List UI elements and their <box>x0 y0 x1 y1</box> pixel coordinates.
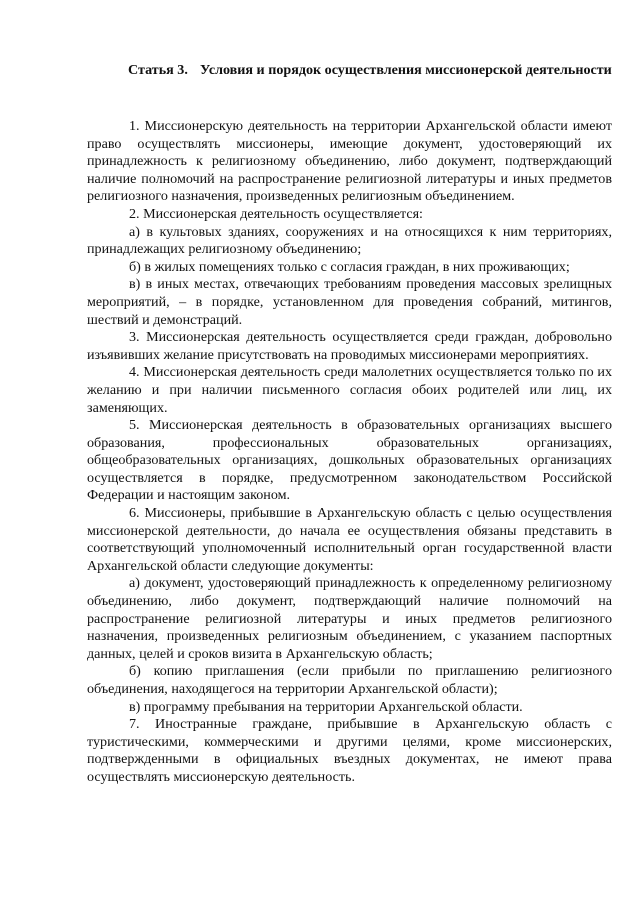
paragraph-5: 5. Миссионерская деятельность в образовательных организациях высшего образования, профессиональных образовательных организациях, общеобразовательных организациях, дошкольных образовательных организациях осуществляется в порядке, предусмотренном законодательством Российской Федерации и настоящим законом. <box>87 417 612 504</box>
paragraph-6c: в) программу пребывания на территории Архангельской области. <box>129 698 523 715</box>
article-number: Статья 3. <box>128 62 188 78</box>
article-body <box>87 118 612 787</box>
paragraph-2a: а) в культовых зданиях, сооружениях и на относящихся к ним территориях, принадлежащих религиозному объединению; <box>87 223 612 258</box>
paragraph-6b: б) копию приглашения (если прибыли по приглашению религиозного объединения, находящегося на территории Архангельской области); <box>87 663 612 697</box>
paragraph-2c: в) в иных местах, отвечающих требованиям проведения массовых зрелищных мероприятий, – в порядке, установленном для проведения собраний, митингов, шествий и демонстраций. <box>87 276 612 328</box>
paragraph-6: 6. Миссионеры, прибывшие в Архангельскую область с целью осуществления миссионерской деятельности, до начала ее осуществления обязаны представить в соответствующий уполномоченный исполнительный орган государственной власти Архангельской области следующие документы: <box>87 505 612 574</box>
paragraph-7: 7. Иностранные граждане, прибывшие в Архангельскую область с туристическими, коммерческими и другими целями, кроме миссионерских, подтвержденными в официальных въездных документах, не имеют права осуществлять миссионерскую деятельность. <box>87 716 612 785</box>
paragraph-1: 1. Миссионерскую деятельность на территории Архангельской области имеют право осуществлять миссионеры, имеющие документ, удостоверяющий их принадлежность к религиозному объединению, либо документ, подтверждающий наличие полномочий на распространение религиозной литературы и иных предметов религиозного назначения, произведенных религиозным объединением. <box>87 118 612 205</box>
paragraph-6a: а) документ, удостоверяющий принадлежность к определенному религиозному объединению, либо документ, подтверждающий наличие полномочий на распространение религиозной литературы и иных предметов религиозного назначения, произведенных религиозным объединением, с указанием паспортных данных, целей и сроков визита в Архангельскую область; <box>87 575 612 662</box>
paragraph-4: 4. Миссионерская деятельность среди малолетних осуществляется только по их желанию и при наличии письменного согласия обоих родителей или лиц, их заменяющих. <box>87 364 612 416</box>
paragraph-2: 2. Миссионерская деятельность осуществляется: <box>129 205 423 222</box>
paragraph-2b: б) в жилых помещениях только с согласия граждан, в них проживающих; <box>129 258 570 275</box>
article-title: Условия и порядок осуществления миссионерской деятельности <box>200 62 612 78</box>
paragraph-3: 3. Миссионерская деятельность осуществляется среди граждан, добровольно изъявивших желание присутствовать на проводимых миссионерами мероприятиях. <box>87 329 612 363</box>
article-heading <box>128 62 612 80</box>
